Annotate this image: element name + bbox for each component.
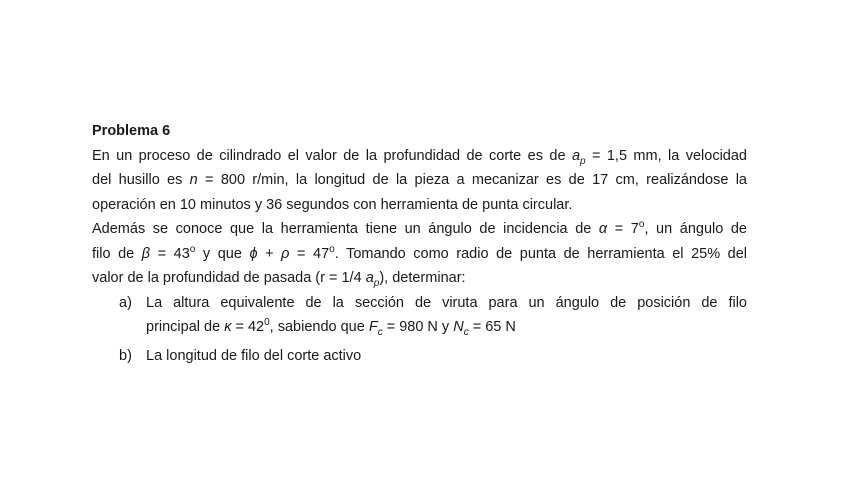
list-item bbox=[92, 344, 747, 369]
text-line: La longitud de filo del corte activo bbox=[146, 347, 362, 364]
list-marker: b) bbox=[119, 347, 132, 364]
text-line: operación en 10 minutos y 36 segundos con herramienta de punta circular. bbox=[92, 196, 573, 213]
problem-title: Problema 6 bbox=[92, 123, 171, 139]
paragraph-2 bbox=[92, 217, 747, 291]
question-list bbox=[92, 291, 747, 369]
text-line: Además se conoce que la herramienta tiene un ángulo de incidencia de $\alpha = 7^o$, un ángulo de bbox=[92, 219, 747, 237]
text-line: valor de la profundidad de pasada (r = 1/4 $a_p$), determinar: bbox=[92, 270, 466, 289]
text-line: filo de $\beta = 43^o$ y que $\phi + \rho = 47^o$. Tomando como radio de punta de herramienta el 25% del bbox=[92, 243, 748, 262]
text-line: principal de $\kappa = 42^0$, sabiendo que $F_c = 980$ N y $N_c = 65$ N bbox=[146, 317, 516, 338]
text-line: La altura equivalente de la sección de viruta para un ángulo de posición de filo bbox=[146, 294, 747, 311]
document-body bbox=[92, 119, 747, 368]
text-line: En un proceso de cilindrado el valor de la profundidad de corte es de $a_p = 1,5$ mm, la velocidad bbox=[92, 147, 747, 167]
text-line: del husillo es n = 800 r/min, la longitud de la pieza a mecanizar es de 17 cm, realizándose la bbox=[92, 172, 747, 188]
paragraph-1 bbox=[92, 144, 747, 218]
list-marker: a) bbox=[119, 294, 132, 311]
list-item bbox=[92, 291, 747, 340]
